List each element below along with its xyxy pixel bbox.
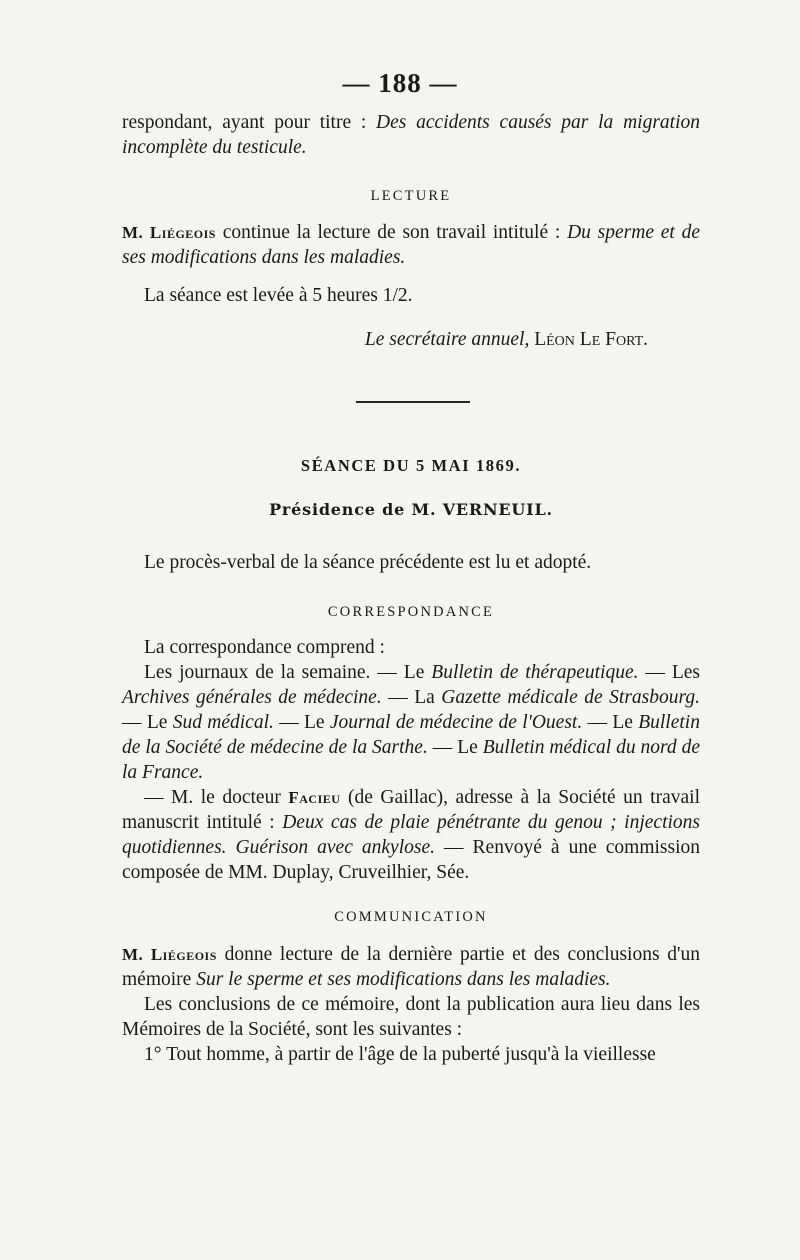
- seance-heading: SÉANCE DU 5 MAI 1869.: [300, 456, 522, 475]
- communication-block: [122, 942, 700, 1067]
- journal-title: Sud médical.: [172, 712, 274, 733]
- corr-journaux: [122, 660, 700, 785]
- paragraph-lecture: [122, 220, 700, 270]
- closing-line: La séance est levée à 5 heures 1/2.: [144, 285, 413, 306]
- work-title: Sur le sperme et ses modifications dans les maladies.: [196, 969, 611, 990]
- comm-paragraph-3: 1° Tout homme, à partir de l'âge de la puberté jusqu'à la vieillesse: [144, 1044, 656, 1065]
- text-run: donne lecture de la dernière partie et des conclusions d'un mémoire: [122, 944, 701, 990]
- section-heading-lecture: LECTURE: [370, 188, 452, 204]
- paragraph-proces-verbal: [122, 550, 700, 575]
- work-title: Deux cas de plaie pénétrante du genou ; injections quotidiennes. Guérison avec ankylose.: [122, 812, 701, 858]
- signature-name: Léon Le Fort.: [534, 329, 648, 350]
- section-heading-communication: COMMUNICATION: [334, 909, 488, 925]
- corr-facieu: [122, 785, 700, 885]
- comm-paragraph-1: [122, 942, 700, 992]
- text-run: — Le: [122, 712, 173, 733]
- journal-title: Gazette médicale de Strasbourg.: [441, 687, 700, 708]
- section-heading-correspondance: CORRESPONDANCE: [327, 604, 495, 620]
- speaker-name: M. Liégeois: [122, 945, 217, 964]
- signature-role: Le secrétaire annuel,: [364, 329, 530, 350]
- journal-title: Bulletin de thérapeutique.: [431, 662, 639, 683]
- text-run: — Le: [427, 737, 483, 758]
- paragraph-seance-levee: [122, 283, 700, 308]
- page-number: — 188 —: [342, 68, 458, 98]
- speaker-name: M. Liégeois: [122, 223, 216, 242]
- signature: [122, 327, 700, 352]
- journal-title: Journal de médecine de l'Ouest.: [329, 712, 583, 733]
- journal-title: Archives générales de médecine.: [122, 687, 382, 708]
- text-run: — Les: [638, 662, 701, 683]
- text-run: (de Gaillac), adresse à la Société un travail manuscrit intitulé :: [122, 787, 700, 833]
- text-run: continue la lecture de son travail intitulé :: [215, 222, 568, 243]
- correspondance-block: [122, 635, 700, 885]
- text-run: respondant, ayant pour titre :: [122, 112, 377, 133]
- journal-title: Bulletin de la Société de médecine de la Sarthe.: [122, 712, 700, 758]
- corr-intro: La correspondance comprend :: [144, 637, 385, 658]
- author-name: Facieu: [288, 788, 341, 807]
- journal-title: Bulletin médical du nord de la France.: [122, 737, 700, 783]
- text-run: — Le: [582, 712, 639, 733]
- work-title: Des accidents causés par la migration incomplète du testicule.: [122, 112, 700, 158]
- paragraph-title-continuation: [122, 110, 700, 160]
- proces-verbal-text: Le procès-verbal de la séance précédente est lu et adopté.: [144, 552, 592, 573]
- text-run: — Renvoyé à une commission composée de MM. Duplay, Cruveilhier, Sée.: [122, 837, 700, 883]
- text-run: — Le: [273, 712, 330, 733]
- text-run: — M. le docteur: [144, 787, 289, 808]
- comm-paragraph-2: Les conclusions de ce mémoire, dont la publication aura lieu dans les Mémoires de la Société, sont les suivantes :: [122, 994, 700, 1040]
- presidence-heading: Présidence de M. VERNEUIL.: [269, 500, 553, 519]
- section-divider: [356, 401, 470, 403]
- text-run: Les journaux de la semaine. — Le: [144, 662, 432, 683]
- text-run: — La: [381, 687, 442, 708]
- work-title: Du sperme et de ses modifications dans les maladies.: [122, 222, 700, 268]
